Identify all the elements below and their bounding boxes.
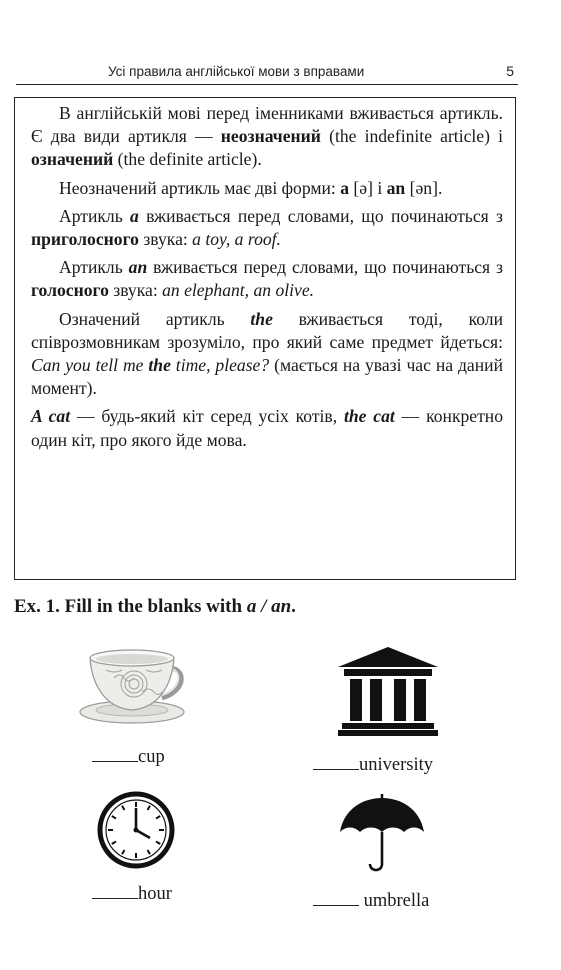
clock-icon	[96, 790, 176, 870]
rule-text: звука:	[138, 229, 193, 250]
article-an: an	[386, 177, 406, 198]
page-number: 5	[506, 63, 514, 79]
rule-text: Означений артикль	[59, 308, 251, 329]
rule-text: Артикль	[59, 205, 131, 226]
example-text: an elephant, an olive.	[162, 280, 315, 301]
item-word: umbrella	[363, 891, 430, 911]
exercise-item-university	[313, 755, 433, 776]
rule-paragraph-an	[31, 256, 503, 302]
item-word: cup	[138, 747, 165, 767]
exercise-item-cup	[92, 747, 165, 768]
umbrella-icon	[338, 792, 426, 874]
rule-text: вживається перед словами, що починаються з	[138, 205, 503, 226]
example-text: Can you tell me	[31, 355, 149, 376]
book-title: Усі правила англійської мови з вправами	[108, 64, 365, 79]
article-a: a	[340, 177, 349, 198]
rule-paragraph-cat	[31, 405, 503, 451]
answer-blank[interactable]	[313, 891, 359, 906]
article-a: a	[130, 205, 139, 226]
rule-text: — конкретно один кіт, про якого йде мова.	[31, 406, 504, 450]
rule-text: В англійській мові перед іменниками вживається артикль. Є два види артикля —	[31, 103, 503, 147]
answer-blank[interactable]	[92, 747, 138, 762]
rule-text: [ən].	[405, 177, 443, 198]
article-the: the	[148, 355, 171, 376]
rule-paragraph-intro	[31, 102, 503, 172]
example-a-cat: A cat	[31, 406, 71, 427]
exercise-options: a / an	[246, 596, 292, 617]
example-the-cat: the cat	[343, 406, 395, 427]
rule-text: вживається тоді, коли співрозмовникам зрозуміло, про який саме предмет йдеться:	[31, 308, 503, 352]
rule-text: [ə] і	[349, 177, 387, 198]
university-building-icon	[336, 645, 440, 737]
term-definite: означений	[31, 149, 114, 170]
answer-blank[interactable]	[313, 755, 359, 770]
example-text: a toy, a roof.	[192, 229, 281, 250]
rule-paragraph-forms	[31, 177, 503, 200]
teacup-icon	[76, 640, 192, 730]
term-indefinite: неозначений	[220, 126, 321, 147]
rule-text: (мається на увазі час на даний момент).	[31, 355, 503, 399]
rule-text: звука:	[108, 280, 163, 301]
rule-text: (the definite article).	[113, 149, 262, 170]
article-an: an	[128, 257, 148, 278]
answer-blank[interactable]	[92, 884, 138, 899]
grammar-rule-box	[14, 97, 516, 580]
rule-text: — будь-який кіт серед усіх котів,	[70, 406, 344, 427]
exercise-item-umbrella	[313, 891, 429, 912]
rule-text: (the indefinite article) і	[320, 126, 503, 147]
example-text: time, please?	[170, 355, 270, 376]
item-word: university	[359, 755, 433, 775]
rule-paragraph-a	[31, 205, 503, 251]
item-word: hour	[138, 884, 172, 904]
term-vowel: голосного	[31, 280, 109, 301]
article-the: the	[250, 308, 273, 329]
rule-text: вживається перед словами, що починаються з	[147, 257, 503, 278]
rule-paragraph-the	[31, 308, 503, 401]
rule-text: Артикль	[59, 257, 129, 278]
term-consonant: приголосного	[31, 229, 139, 250]
running-header	[16, 62, 518, 85]
exercise-item-hour	[92, 884, 172, 905]
exercise-title: Ex. 1. Fill in the blanks with a / an.	[14, 596, 296, 617]
rule-text: Неозначений артикль має дві форми:	[59, 177, 341, 198]
